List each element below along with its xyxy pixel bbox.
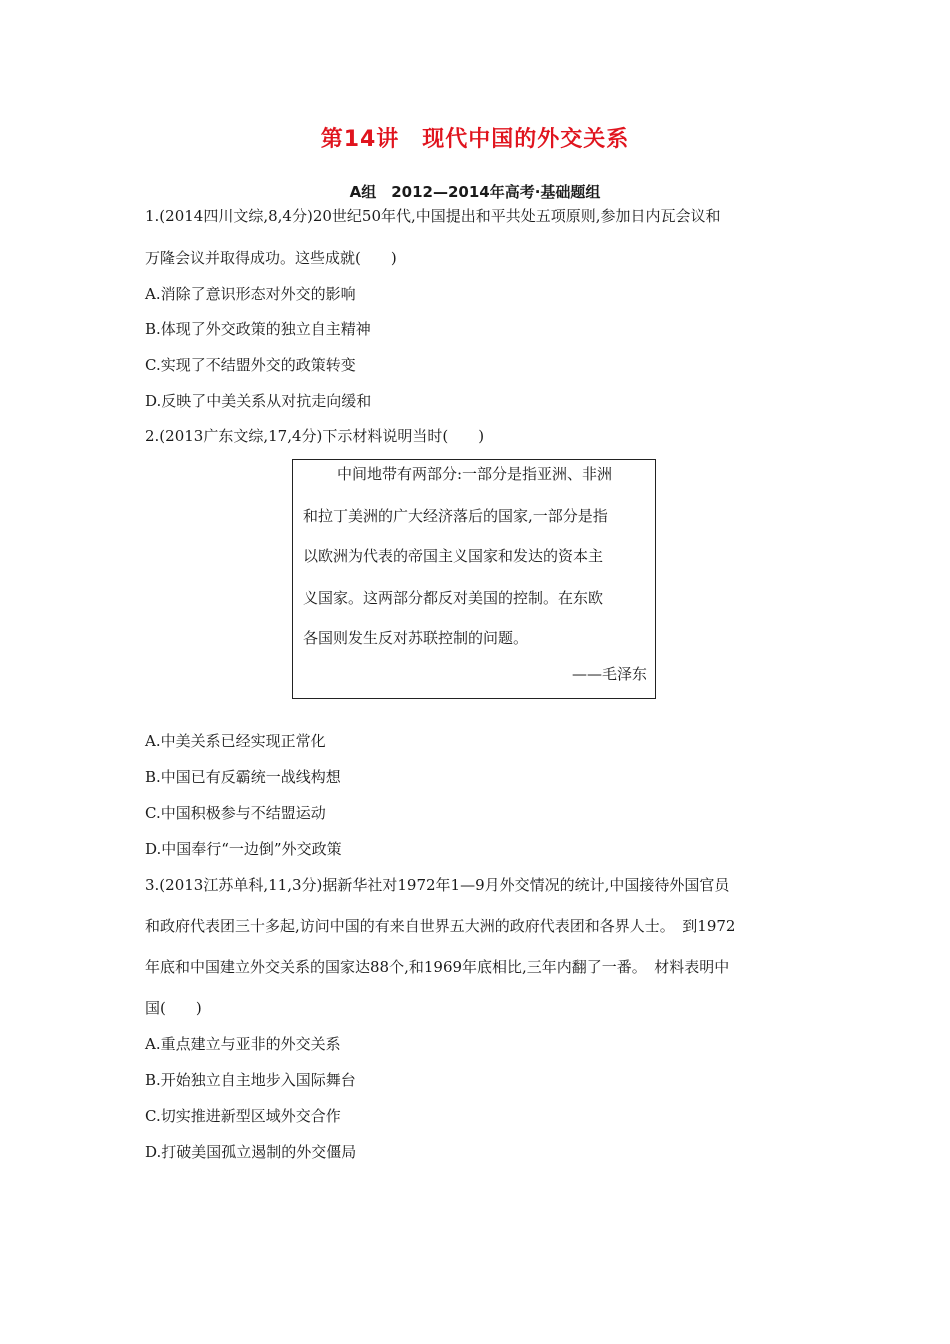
question-2-option-d: D.中国奉行“一边倒”外交政策 bbox=[145, 840, 342, 858]
question-1-stem-line-1: 1.(2014四川文综,8,4分)20世纪50年代,中国提出和平共处五项原则,参加日内瓦会议和 bbox=[145, 207, 721, 225]
question-3-option-c: C.切实推进新型区域外交合作 bbox=[145, 1107, 341, 1125]
question-3-option-a: A.重点建立与亚非的外交关系 bbox=[145, 1035, 341, 1053]
question-1-option-a: A.消除了意识形态对外交的影响 bbox=[145, 285, 356, 303]
question-3-stem-line-1: 3.(2013江苏单科,11,3分)据新华社对1972年1—9月外交情况的统计,中国接待外国官员 bbox=[145, 876, 730, 894]
question-3-option-d: D.打破美国孤立遏制的外交僵局 bbox=[145, 1143, 357, 1161]
material-source: ——毛泽东 bbox=[571, 665, 647, 683]
material-line-3: 以欧洲为代表的帝国主义国家和发达的资本主 bbox=[303, 547, 604, 565]
material-line-2: 和拉丁美洲的广大经济落后的国家,一部分是指 bbox=[303, 507, 608, 525]
section-heading: A组 2012—2014年高考·基础题组 bbox=[349, 183, 601, 201]
material-quote-box bbox=[292, 459, 656, 699]
question-3-stem-line-4: 国( ) bbox=[145, 999, 202, 1017]
material-line-1: 中间地带有两部分:一部分是指亚洲、非洲 bbox=[337, 465, 613, 483]
page-title: 第14讲 现代中国的外交关系 bbox=[320, 127, 630, 152]
question-2-option-a: A.中美关系已经实现正常化 bbox=[145, 732, 326, 750]
question-2-stem-line-1: 2.(2013广东文综,17,4分)下示材料说明当时( ) bbox=[145, 427, 485, 445]
question-1-stem-line-2: 万隆会议并取得成功。这些成就( ) bbox=[145, 249, 397, 267]
question-3-stem-line-2: 和政府代表团三十多起,访问中国的有来自世界五大洲的政府代表团和各界人士。 到1972 bbox=[145, 917, 736, 935]
question-2-option-b: B.中国已有反霸统一战线构想 bbox=[145, 768, 341, 786]
material-line-4: 义国家。这两部分都反对美国的控制。在东欧 bbox=[303, 589, 604, 607]
material-line-5: 各国则发生反对苏联控制的问题。 bbox=[303, 629, 529, 647]
question-1-option-b: B.体现了外交政策的独立自主精神 bbox=[145, 320, 371, 338]
question-1-option-c: C.实现了不结盟外交的政策转变 bbox=[145, 356, 356, 374]
question-1-option-d: D.反映了中美关系从对抗走向缓和 bbox=[145, 392, 372, 410]
question-3-stem-line-3: 年底和中国建立外交关系的国家达88个,和1969年底相比,三年内翻了一番。 材料表明中 bbox=[145, 958, 730, 976]
question-3-option-b: B.开始独立自主地步入国际舞台 bbox=[145, 1071, 356, 1089]
question-2-option-c: C.中国积极参与不结盟运动 bbox=[145, 804, 326, 822]
